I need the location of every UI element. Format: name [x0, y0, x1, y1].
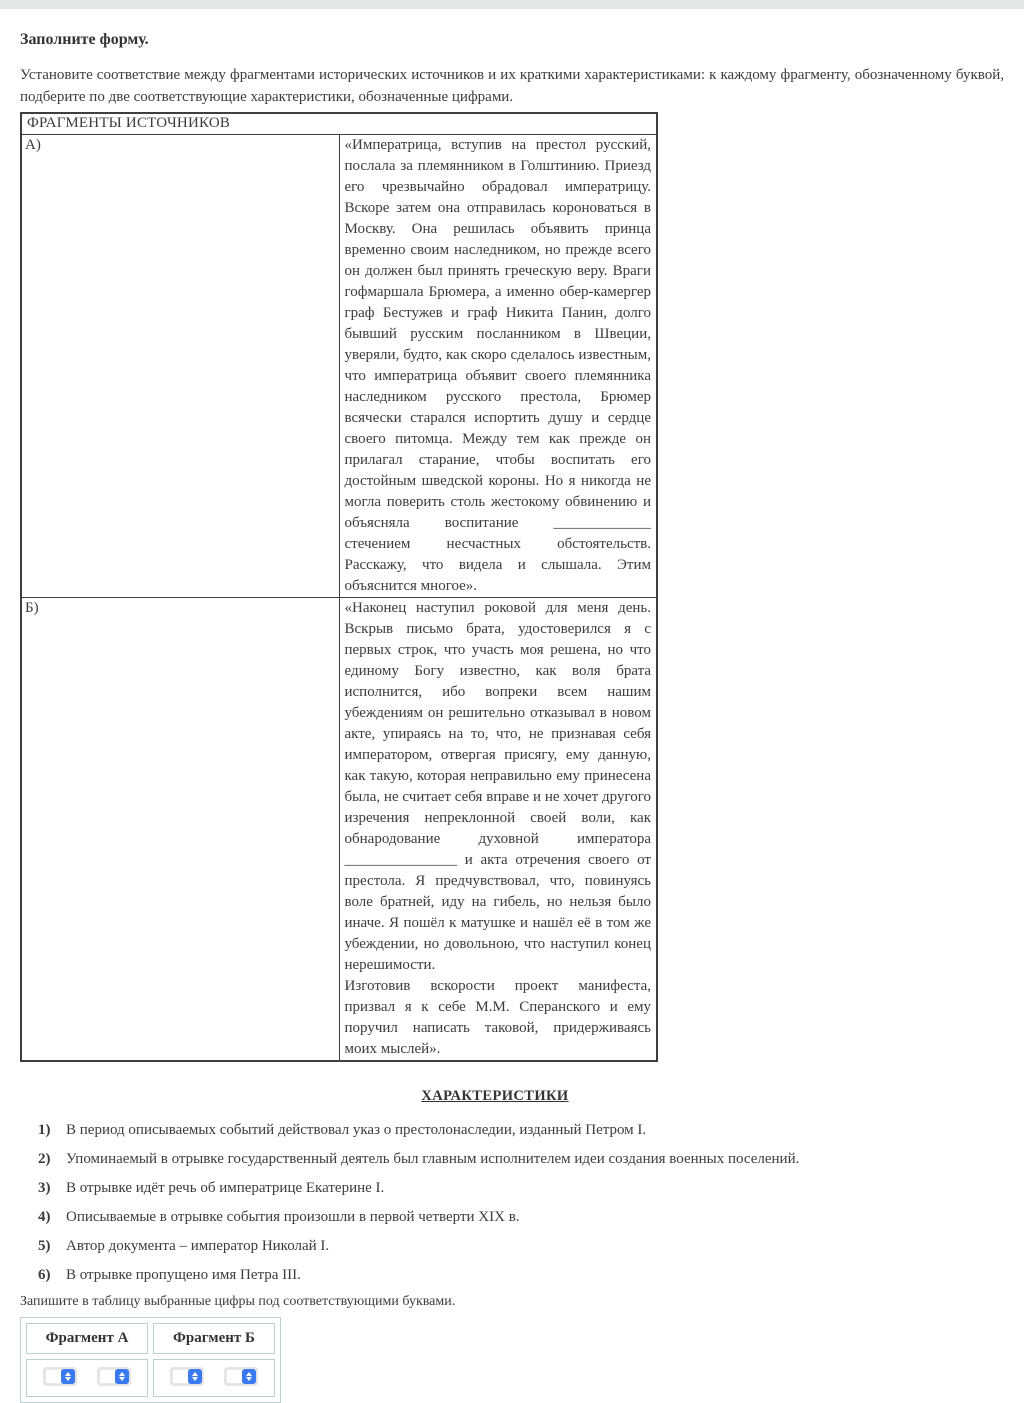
characteristic-text: В период описываемых событий действовал указ о престолонаследии, изданный Петром I. — [66, 1122, 647, 1138]
fragments-table — [20, 112, 658, 1062]
answer-column-fragment-a: Фрагмент А — [26, 1323, 148, 1354]
top-window-bar — [0, 0, 1024, 9]
answer-cell-fragment-b — [153, 1359, 275, 1397]
select-value — [226, 1369, 243, 1384]
characteristic-number: 3) — [38, 1180, 51, 1196]
select-stepper-icon — [115, 1369, 129, 1384]
fragment-a-letter: А) — [21, 135, 339, 598]
characteristic-number: 2) — [38, 1151, 51, 1167]
answer-select-b2[interactable] — [224, 1367, 258, 1386]
characteristic-item-3 — [38, 1178, 1004, 1198]
select-stepper-icon — [242, 1369, 256, 1384]
characteristics-list — [20, 1120, 1004, 1285]
fragment-b-text — [339, 598, 657, 1062]
characteristic-text: Упоминаемый в отрывке государственный деятель был главным исполнителем идеи создания военных поселений. — [66, 1151, 800, 1167]
select-value — [99, 1369, 116, 1384]
answer-selects-row — [26, 1359, 275, 1397]
fragments-table-header: ФРАГМЕНТЫ ИСТОЧНИКОВ — [21, 113, 657, 135]
characteristic-text: В отрывке идёт речь об императрице Екатерине I. — [66, 1180, 385, 1196]
select-value — [172, 1369, 189, 1384]
characteristic-item-5 — [38, 1236, 1004, 1256]
characteristics-heading: ХАРАКТЕРИСТИКИ — [421, 1088, 569, 1104]
characteristic-number: 1) — [38, 1122, 51, 1138]
fragment-b-paragraph-1: «Наконец наступил роковой для меня день. Вскрыв письмо брата, удостоверился я с первых строк, что участь моя решена, но что единому Богу известно, как воля брата исполнится, ибо вопреки всем нашим убеждениям он решительно отказывал в новом акте, упираясь на то, что, не признавая себя императором, отвергая присягу, ему данную, как такую, которая неправильно ему принесена была, не считает себя вправе и не хочет другого изречения непреклонной своей воли, как обнародование духовной императора _______________ и акта отречения своего от престола. Я предчувствовал, что, повинуясь воле братней, иду на гибель, но нельзя было иначе. Я пошёл к матушке и нашёл её в том же убеждении, но довольною, что наступил конец нерешимости. — [344, 600, 651, 973]
fragments-header-row — [21, 113, 657, 135]
characteristic-text: В отрывке пропущено имя Петра III. — [66, 1267, 301, 1283]
select-stepper-icon — [61, 1369, 75, 1384]
characteristic-item-4 — [38, 1207, 1004, 1227]
task-page — [0, 31, 1024, 1403]
fragment-a-paragraph: «Императрица, вступив на престол русский, послала за племянником в Голштинию. Приезд его чрезвычайно обрадовал императрицу. Вскоре затем она отправилась короноваться в Москву. Она решилась объявить принца временно своим наследником, но прежде всего он должен был принять греческую веру. Враги гофмаршала Брюмера, а именно обер-камергер граф Бестужев и граф Никита Панин, долго бывший русским посланником в Швеции, уверяли, будто, как скоро сделалось известным, что императрица объявит своего племянника наследником русского престола, Брюмер всячески старался испортить душу и сердце своего питомца. Между тем как прежде он прилагал старание, чтобы воспитать его достойным шведской короны. Но я никогда не могла поверить столь жестокому обвинению и объясняла воспитание _____________ стечением несчастных обстоятельств. Расскажу, что видела и слышала. Этим объяснится многое». — [344, 137, 651, 594]
characteristic-number: 6) — [38, 1267, 51, 1283]
page-title: Заполните форму. — [20, 31, 149, 48]
characteristic-text: Автор документа – император Николай I. — [66, 1238, 330, 1254]
answer-column-fragment-b: Фрагмент Б — [153, 1323, 275, 1354]
characteristic-item-6 — [38, 1265, 1004, 1285]
select-stepper-icon — [188, 1369, 202, 1384]
answer-header-row — [26, 1323, 275, 1354]
fragment-b-letter: Б) — [21, 598, 339, 1062]
characteristic-number: 4) — [38, 1209, 51, 1225]
fragment-row-b — [21, 598, 657, 1062]
answer-select-a2[interactable] — [97, 1367, 131, 1386]
characteristic-item-2 — [38, 1149, 1004, 1169]
characteristic-number: 5) — [38, 1238, 51, 1254]
answer-prompt: Запишите в таблицу выбранные цифры под соответствующими буквами. — [20, 1294, 456, 1309]
fragment-row-a — [21, 135, 657, 598]
task-instructions: Установите соответствие между фрагментами исторических источников и их краткими характеристиками: к каждому фрагменту, обозначенному буквой, подберите по две соответствующие характеристики, обозначенные цифрами. — [20, 67, 1004, 105]
characteristic-text: Описываемые в отрывке события произошли в первой четверти XIX в. — [66, 1209, 520, 1225]
answer-select-b1[interactable] — [170, 1367, 204, 1386]
fragment-b-paragraph-2: Изготовив вскорости проект манифеста, призвал я к себе М.М. Сперанского и ему поручил написать таковой, придерживаясь моих мыслей». — [344, 978, 651, 1057]
answer-select-a1[interactable] — [43, 1367, 77, 1386]
answer-cell-fragment-a — [26, 1359, 148, 1397]
characteristic-item-1 — [38, 1120, 1004, 1140]
fragment-a-text — [339, 135, 657, 598]
select-value — [45, 1369, 62, 1384]
answer-table — [20, 1317, 281, 1403]
